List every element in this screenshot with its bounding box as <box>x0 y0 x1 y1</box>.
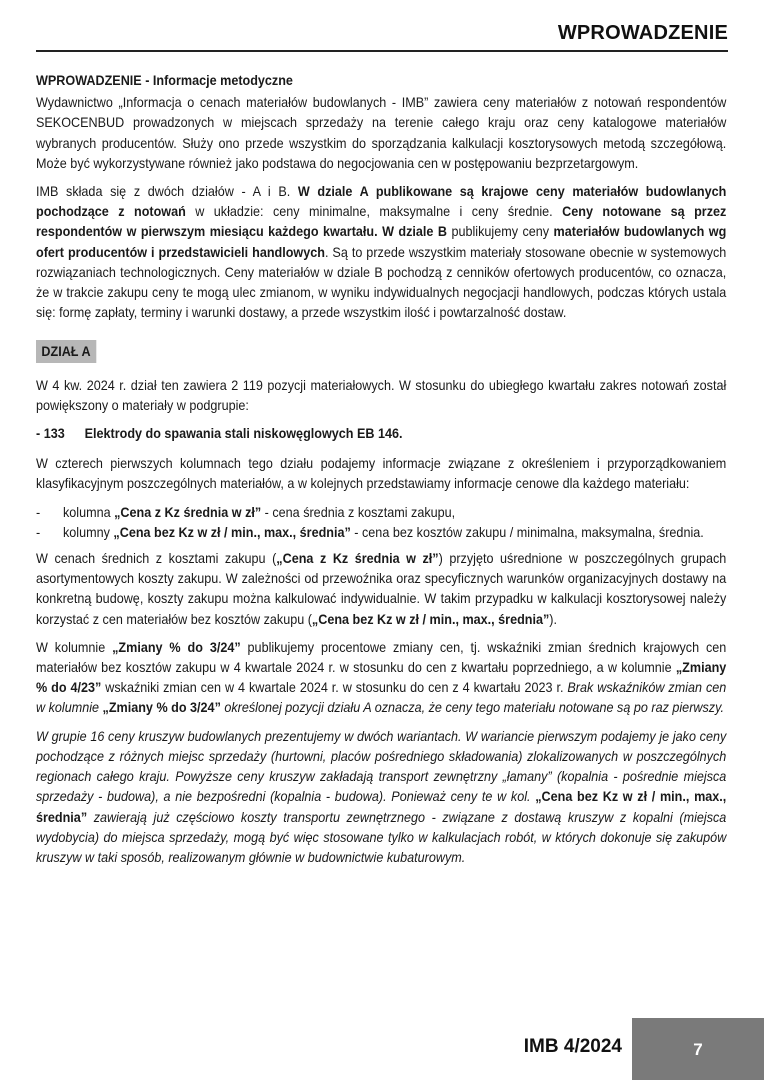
bold-span: materiałów budowlanych wg ofert producentów i przedstawicieli handlowych <box>36 223 727 260</box>
subgroup-text: Elektrody do spawania stali niskowęglowych EB 146. <box>84 425 403 442</box>
bold-span: „Zmiany % do 3/24” <box>102 699 221 716</box>
bold-span: „Cena bez Kz w zł / min., max., średnia” <box>311 610 550 627</box>
text-span: zawierają już częściowo koszty transportu zewnętrznego - związane z dostawą kruszyw z kopalni (miejsca wydobycia) do miejsca sprzedaży, mogą być więc stosowane tylko w kalkulacjach robót, w których dokonuje się zakupów kruszyw w taki sposób, realizowanym głównie w budownictwie kubaturowym. <box>36 808 727 865</box>
intro-heading: WPROWADZENIE - Informacje metodyczne <box>36 72 293 88</box>
text-span: - cena średnia z kosztami zakupu, <box>261 503 456 520</box>
list-dash: - <box>36 523 41 540</box>
dzial-a-paragraph-1: W 4 kw. 2024 r. dział ten zawiera 2 119 pozycji materiałowych. W stosunku do ubiegłego kwartału zakres notowań został powiększony o materiały w podgrupie: <box>36 376 727 413</box>
text-span: W grupie 16 ceny kruszyw budowlanych prezentujemy w dwóch wariantach. W wariancie pierwszym podajemy je jako ceny pochodzące z różnych miejsc sprzedaży (hurtowni, placów pośredniego składowania) zlokalizowanych w poszczególnych regionach całego kraju. Powyższe ceny kruszyw zakładają transport zewnętrzny „łamany” (kopalnia - pośrednie miejsca sprzedaży - budowa), a nie bezpośredni (kopalnia - budowa). Ponieważ ceny te w kol. <box>36 727 727 805</box>
bold-span: Ceny notowane są przez respondentów w pierwszym miesiącu każdego kwartału. W dziale B <box>36 203 727 240</box>
italic-span: określonej pozycji działu A oznacza, że ceny tego materiału notowane są po raz pierwszy. <box>220 699 724 716</box>
header-divider <box>36 50 728 52</box>
bold-span: „Cena bez Kz w zł / min., max., średnia” <box>113 523 351 540</box>
page-header-title: WPROWADZENIE <box>557 22 728 44</box>
column-list <box>36 502 726 542</box>
subgroup-number: - 133 <box>36 425 65 442</box>
text-span: publikujemy procentowe zmiany cen, tj. wskaźniki zmian średnich krajowych cen materiałów bez kosztów zakupu w 4 kwartale 2024 r. w stosunku do cen z kwartału poprzedniego, a w kolumnie <box>36 638 727 676</box>
list-item <box>36 502 726 522</box>
footer-issue-area <box>0 1030 632 1064</box>
page-footer <box>0 1018 764 1080</box>
bold-span: „Cena z Kz średnia w zł” <box>276 550 439 567</box>
text-span: . Są to przede wszystkim materiały stosowane obecnie w systemowych rozwiązaniach technologicznych. Ceny materiałów w dziale B pochodzą z cenników ofertowych producentów, co oznacza, że w trakcie zakupu ceny te mogą ulec zmianom, w wyniku indywidualnych negocjacji handlowych, podczas których ustala się: formę zapłaty, terminy i warunki dostawy, a przede wszystkim ilość i powtarzalność dostaw. <box>36 243 727 321</box>
intro-paragraph-2 <box>36 181 726 322</box>
text-span: wskaźniki zmian cen w 4 kwartale 2024 r. w stosunku do cen z 4 kwartału 2023 r. <box>101 679 568 696</box>
text-span: - cena bez kosztów zakupu / minimalna, maksymalna, średnia. <box>350 523 704 540</box>
text-span: kolumny <box>63 523 114 540</box>
bold-span: W dziale A publikowane są krajowe ceny materiałów budowlanych pochodzące z notowań <box>36 183 727 220</box>
issue-label: IMB 4/2024 <box>523 1036 622 1057</box>
italic-span: Brak wskaźników zmian cen w kolumnie <box>36 679 727 716</box>
text-span: publikujemy ceny <box>447 223 554 240</box>
bold-span: „Zmiany % do 4/23” <box>36 659 727 696</box>
new-subgroup-item <box>36 423 726 443</box>
text-span: W kolumnie <box>36 638 113 655</box>
intro-paragraph-1: Wydawnictwo „Informacja o cenach materiałów budowlanych - IMB” zawiera ceny materiałów z notowań respondentów SEKOCENBUD prowadzonych w miejscach sprzedaży na terenie całego kraju oraz ceny katalogowe materiałów wybranych producentów. Służy ono przede wszystkim do sporządzania kalkulacji kosztorysowych metodą szczegółową. Może być wykorzystywane również jako podstawa do negocjowania cen w postępowaniu bezprzetargowym. <box>36 94 727 171</box>
bold-span: „Cena bez Kz w zł / min., max., średnia” <box>36 788 727 825</box>
page-number-box <box>632 1018 764 1080</box>
section-badge-dzial-a: DZIAŁ A <box>36 340 96 362</box>
text-span: w układzie: ceny minimalne, maksymalne i ceny średnie. <box>185 203 563 220</box>
text-span: kolumna <box>63 503 115 520</box>
bold-span: „Cena z Kz średnia w zł” <box>114 503 262 520</box>
text-span: W cenach średnich z kosztami zakupu ( <box>36 550 277 567</box>
page-number: 7 <box>693 1040 703 1059</box>
dzial-a-paragraph-4 <box>36 637 726 718</box>
text-span: ) przyjęto uśrednione w poszczególnych grupach asortymentowych koszty zakupu. W zależności od przewoźnika oraz specyficznych warunków organizacyjnych dostawy na konkretną budowę, koszty zakupu można kalkulować indywidualnie. W takim przypadku w kalkulacji kosztorysowej należy korzystać z cen materiałów bez kosztów zakupu ( <box>36 550 727 627</box>
text-span: ). <box>549 610 558 627</box>
page-content <box>36 70 726 875</box>
list-item <box>36 522 726 542</box>
list-dash: - <box>36 503 41 520</box>
dzial-a-paragraph-5 <box>36 726 726 867</box>
dzial-a-paragraph-2: W czterech pierwszych kolumnach tego działu podajemy informacje związane z określeniem i przyporządkowaniem klasyfikacyjnym poszczególnych materiałów, a w kolejnych przedstawiamy informacje cenowe dla każdego materiału: <box>36 455 727 492</box>
dzial-a-paragraph-3 <box>36 548 726 629</box>
text-span: IMB składa się z dwóch działów - A i B. <box>36 183 298 200</box>
bold-span: „Zmiany % do 3/24” <box>112 638 241 655</box>
